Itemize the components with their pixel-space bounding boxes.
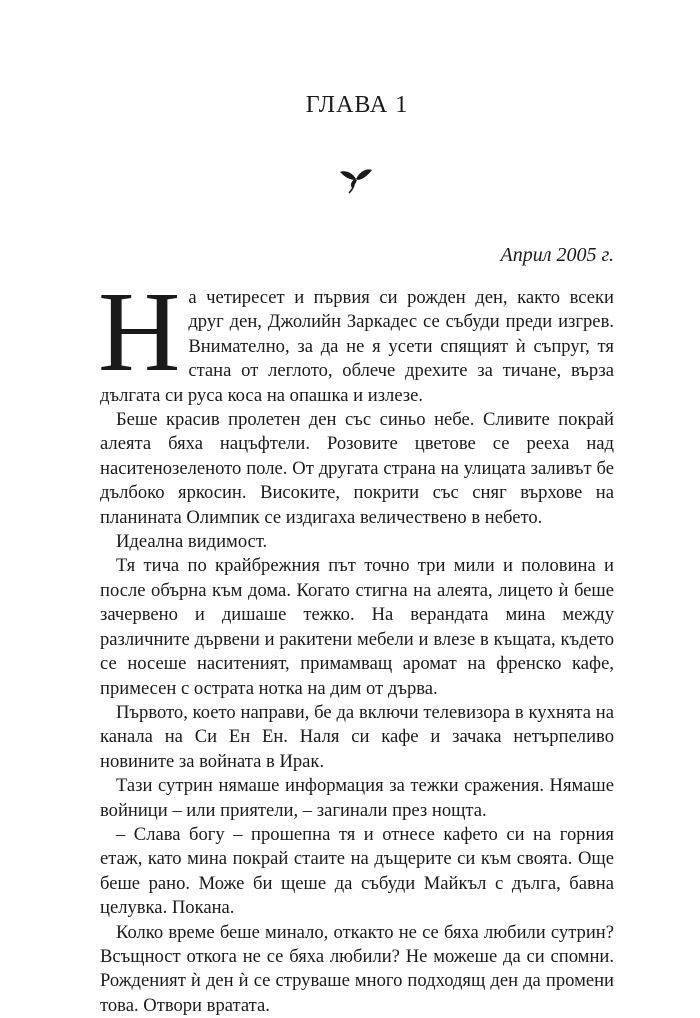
chapter-title: ГЛАВА 1 (305, 92, 409, 118)
paragraph: Първото, което направи, бе да включи телевизора в кухнята на канала на Си Ен Ен. Наля си кафе и зачака нетърпеливо новините за войната в Ирак. (100, 701, 614, 772)
paragraph: – Слава богу – прошепна тя и отнесе кафето си на горния етаж, като мина покрай стаите на дъщерите си към своята. Още беше рано. Може би щеше да събуди Майкъл с дълга, бавна целувка. Покана. (100, 823, 614, 919)
paragraph: Колко време беше минало, откакто не се бяха любили сутрин? Всъщност откога не се бяха любили? Не можеше да си спомни. Рожденият ѝ ден ѝ се струваше много подходящ ден да промени това. Отвори вратата. (100, 921, 614, 1016)
paragraph: Тази сутрин нямаше информация за тежки сражения. Нямаше войници – или приятели, – загинали през нощта. (100, 775, 614, 821)
paragraph: Тя тича по крайбрежния път точно три мили и половина и после обърна към дома. Когато стигна на алеята, лицето ѝ беше зачервено и дишаше тежко. На верандата мина между различните дървени и ракитени мебели и влезе в къщата, където се носеше наситеният, примамващ аромат на френско кафе, примесен с острата нотка на дим от дърва. (100, 555, 614, 699)
chapter-body (98, 268, 614, 1018)
paragraph-text: а четиресет и първия си рожден ден, както всеки друг ден, Джолийн Заркадес се събуди преди изгрев. Внимателно, за да не я усети спящият ѝ съпруг, тя стана от леглото, облече дрехите за тичане, върза дългата си руса коса на опашка и излезе. (100, 287, 614, 406)
paragraph (98, 268, 614, 408)
paragraph: Идеална видимост. (116, 531, 268, 553)
book-page (98, 0, 614, 1016)
date-line: Април 2005 г. (500, 244, 614, 266)
drop-cap: Н (98, 268, 181, 395)
paragraph: Беше красив пролетен ден със синьо небе. Сливите покрай алеята бяха нацъфтели. Розовите цветове се рееха над наситенозеленото поле. От другата страна на улицата заливът бе дълбоко яркосин. Високите, покрити със сняг върхове на планината Олимпик се издигаха величествено в небето. (100, 409, 614, 528)
fleuron-leaf-icon (339, 166, 373, 194)
